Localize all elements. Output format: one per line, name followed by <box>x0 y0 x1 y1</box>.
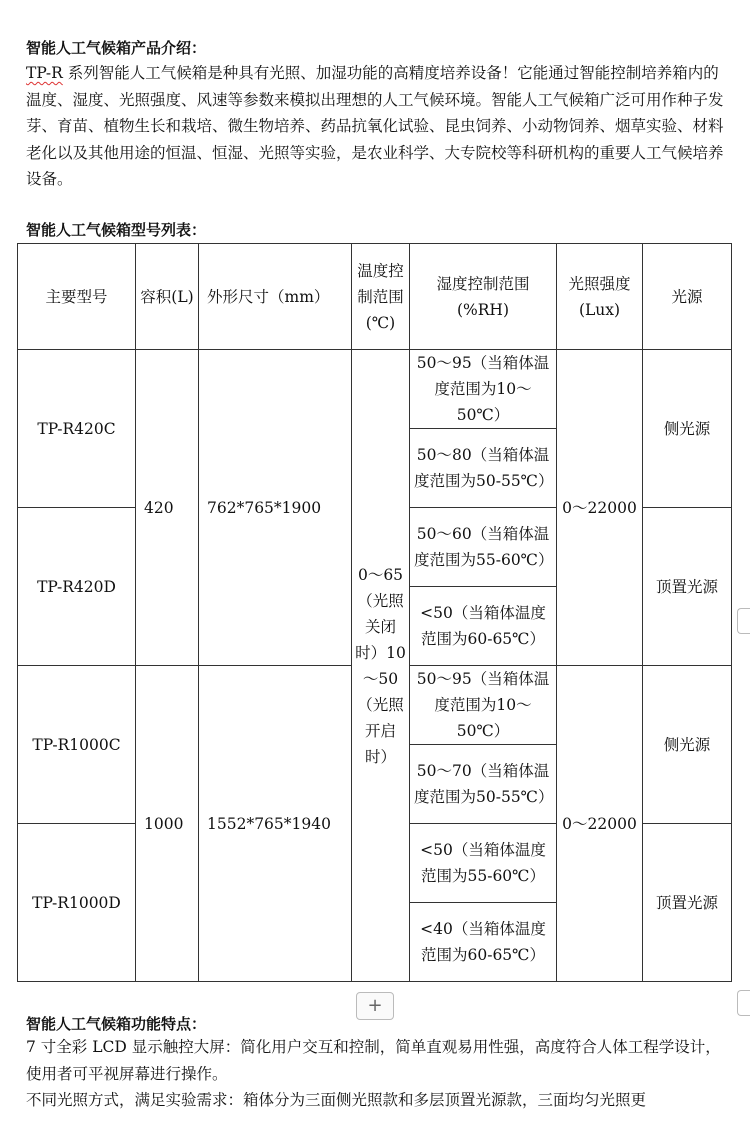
header-size: 外形尺寸（mm） <box>199 244 352 350</box>
humidity-cell: 50～80（当箱体温度范围为50-55℃） <box>410 429 557 508</box>
model-cell: TP-R420C <box>18 350 136 508</box>
header-model: 主要型号 <box>18 244 136 350</box>
header-light: 光照强度(Lux) <box>557 244 643 350</box>
source-cell: 顶置光源 <box>643 508 732 666</box>
intro-paragraph <box>26 60 726 193</box>
volume-cell: 1000 <box>136 666 199 982</box>
features-paragraph: 不同光照方式，满足实验需求：箱体分为三面侧光照款和多层顶置光源款，三面均匀光照更 <box>26 1091 647 1109</box>
features-heading: 智能人工气候箱功能特点： <box>26 1015 207 1033</box>
spellcheck-word[interactable]: TP-R <box>26 64 63 82</box>
source-cell: 侧光源 <box>643 666 732 824</box>
humidity-cell: <40（当箱体温度范围为60-65℃） <box>410 903 557 982</box>
size-cell: 762*765*1900 <box>199 350 352 666</box>
temp-range-cell: 0～65（光照关闭时）10～50（光照开启时） <box>352 350 410 982</box>
table-heading: 智能人工气候箱型号列表： <box>26 221 207 239</box>
volume-cell: 420 <box>136 350 199 666</box>
model-cell: TP-R1000D <box>18 824 136 982</box>
humidity-cell: 50～60（当箱体温度范围为55-60℃） <box>410 508 557 587</box>
features-paragraph: 7 寸全彩 LCD 显示触控大屏：简化用户交互和控制，简单直观易用性强，高度符合人体工程学设计，使用者可平视屏幕进行操作。 <box>26 1038 721 1083</box>
intro-text: 系列智能人工气候箱是种具有光照、加湿功能的高精度培养设备！它能通过智能控制培养箱内的温度、湿度、光照强度、风速等参数来模拟出理想的人工气候环境。智能人工气候箱广泛可用作种子发芽、育苗、植物生长和栽培、微生物培养、药品抗氧化试验、昆虫饲养、小动物饲养、烟草实验、材料老化以及其他用途的恒温、恒湿、光照等实验，是农业科学、大专院校等科研机构的重要人工气候培养设备。 <box>26 64 724 188</box>
source-cell: 顶置光源 <box>643 824 732 982</box>
header-source: 光源 <box>643 244 732 350</box>
table-header-row <box>18 244 732 350</box>
table-edge-handle[interactable] <box>737 608 750 634</box>
humidity-cell: <50（当箱体温度范围为60-65℃） <box>410 587 557 666</box>
model-cell: TP-R1000C <box>18 666 136 824</box>
size-cell: 1552*765*1940 <box>199 666 352 982</box>
humidity-cell: 50～95（当箱体温度范围为10～50℃） <box>410 666 557 745</box>
light-cell: 0～22000 <box>557 350 643 666</box>
humidity-cell: <50（当箱体温度范围为55-60℃） <box>410 824 557 903</box>
humidity-cell: 50～70（当箱体温度范围为50-55℃） <box>410 745 557 824</box>
table-row <box>18 350 732 429</box>
intro-heading: 智能人工气候箱产品介绍： <box>26 39 207 57</box>
header-humidity: 湿度控制范围(%RH) <box>410 244 557 350</box>
light-cell: 0～22000 <box>557 666 643 982</box>
humidity-cell: 50～95（当箱体温度范围为10～50℃） <box>410 350 557 429</box>
model-cell: TP-R420D <box>18 508 136 666</box>
header-volume: 容积(L) <box>136 244 199 350</box>
model-table <box>17 243 732 982</box>
add-row-button[interactable]: + <box>356 992 394 1020</box>
table-edge-handle[interactable] <box>737 990 750 1016</box>
header-temp: 温度控制范围(℃) <box>352 244 410 350</box>
source-cell: 侧光源 <box>643 350 732 508</box>
